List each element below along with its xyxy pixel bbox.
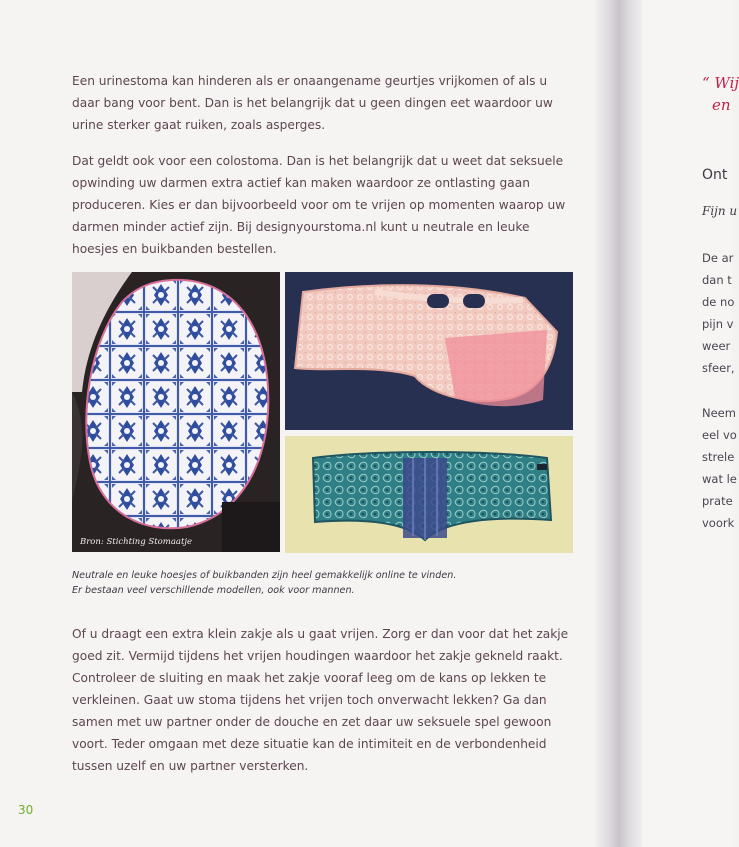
text-line: strele <box>702 450 735 464</box>
stoma-cover-illustration <box>72 272 280 552</box>
paragraph-2: Dat geldt ook voor een colostoma. Dan is het belangrijk dat u weet dat seksuele opwinding uw darmen extra actief kan maken waardoor ze ontlasting gaan produceren. Kies er dan bijvoorbeeld voor om te vrijen op momenten waarop uw darmen minder actief zijn. Bij designyourstoma.nl kunt u neutrale en leuke hoesjes en buikbanden bestellen. <box>72 154 566 256</box>
text-line: Neem <box>702 406 736 420</box>
text-line: weer <box>702 339 731 353</box>
pull-quote-line-1: “ Wij <box>702 74 739 92</box>
caption-line-1: Neutrale en leuke hoesjes of buikbanden zijn heel gemakkelijk online te vinden. <box>72 570 457 581</box>
text-line: sfeer, <box>702 361 735 375</box>
book-gutter <box>596 0 642 847</box>
caption-line-2: Er bestaan veel verschillende modellen, ook voor mannen. <box>72 585 355 596</box>
teal-belt-illustration <box>285 436 573 553</box>
page-number: 30 <box>18 803 34 817</box>
pull-quote <box>702 72 739 116</box>
text-line: dan t <box>702 273 732 287</box>
text-line: eel vo <box>702 428 737 442</box>
text-line: wat le <box>702 472 737 486</box>
right-text-block-1 <box>702 247 735 379</box>
right-page <box>642 0 739 847</box>
paragraph-1: Een urinestoma kan hinderen als er onaangename geurtjes vrijkomen of als u daar bang voor bent. Dan is het belangrijk dat u geen dingen eet waardoor uw urine sterker gaat ruiken, zoals asperges. <box>72 74 553 132</box>
lace-belt-illustration <box>285 272 573 430</box>
text-line: de no <box>702 295 735 309</box>
photo-teal-belt <box>285 436 573 553</box>
photo-stoma-cover <box>72 272 280 552</box>
section-heading: Ont <box>702 167 728 183</box>
right-text-block-2 <box>702 402 737 534</box>
photo-source: Bron: Stichting Stomaatje <box>80 537 193 547</box>
text-line: pijn v <box>702 317 734 331</box>
text-line: De ar <box>702 251 734 265</box>
paragraph-3: Of u draagt een extra klein zakje als u gaat vrijen. Zorg er dan voor dat het zakje goed zit. Vermijd tijdens het vrijen houdingen waardoor het zakje gekneld raakt. Controleer de sluiting en maak het zakje vooraf leeg om de kans op lekken te verkleinen. Gaat uw stoma tijdens het vrijen toch onverwacht lekken? Ga dan samen met uw partner onder de douche en zet daar uw seksuele spel gewoon voort. Teder omgaan met deze situatie kan de intimiteit en de verbondenheid tussen uzelf en uw partner versterken. <box>72 627 569 773</box>
text-line: voork <box>702 516 735 530</box>
photo-caption <box>72 568 572 598</box>
photo-lace-belt <box>285 272 573 430</box>
pull-quote-line-2: en <box>712 96 731 114</box>
text-line: prate <box>702 494 733 508</box>
section-subheading: Fijn u <box>702 204 738 218</box>
